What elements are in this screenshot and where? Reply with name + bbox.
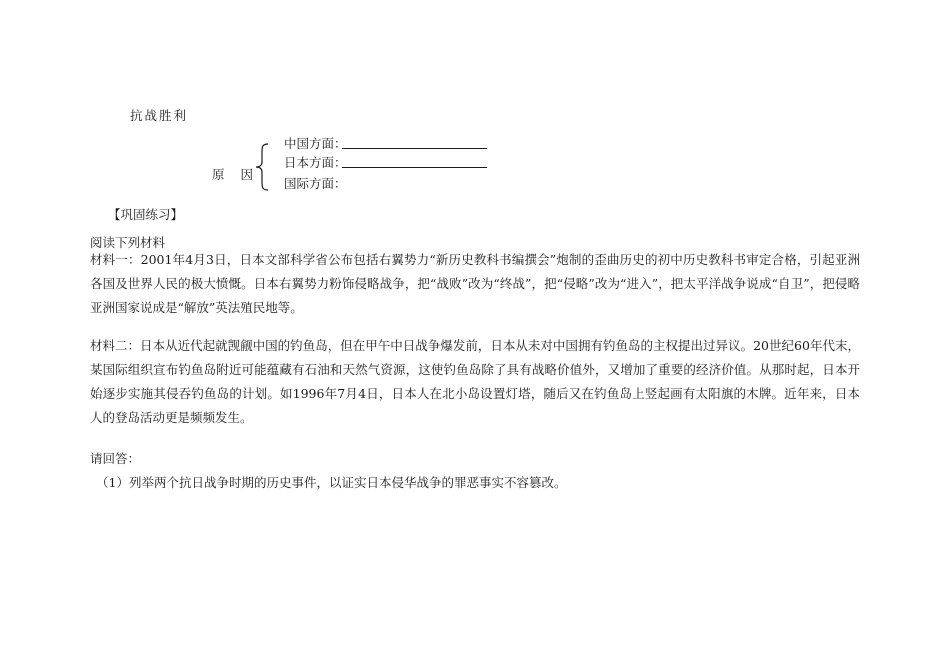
practice-section-title: 【巩固练习】 bbox=[108, 207, 184, 222]
reading-instruction: 阅读下列材料 bbox=[90, 235, 166, 250]
question-one: （1）列举两个抗日战争时期的历史事件，以证实日本侵华战争的罪恶事实不容篡改。 bbox=[96, 475, 567, 490]
japan-aspect-label: 日本方面： bbox=[284, 155, 347, 170]
material-two-paragraph: 材料二：日本从近代起就觊觎中国的钓鱼岛，但在甲午中日战争爆发前，日本从未对中国拥有钓鱼岛的主权提出过异议。20世纪60年代末，某国际组织宣布钓鱼岛附近可能蕴藏有石油和天然气资源，这使钓鱼岛除了具有战略价值外，又增加了重要的经济价值。从那时起，日本开始逐步实施其侵吞钓鱼岛的计划。如1996年7月4日，日本人在北小岛设置灯塔，随后又在钓鱼岛上竖起画有太阳旗的木牌。近年来，日本人的登岛活动更是频频发生。 bbox=[90, 338, 860, 425]
china-aspect-label: 中国方面： bbox=[284, 136, 347, 151]
china-aspect-blank[interactable] bbox=[342, 148, 487, 149]
reasons-label: 原 因 bbox=[212, 167, 259, 182]
international-aspect-label: 国际方面： bbox=[284, 176, 347, 191]
answer-prompt: 请回答： bbox=[90, 451, 141, 466]
curly-brace-icon bbox=[254, 143, 270, 191]
section-heading: 抗战胜利 bbox=[130, 108, 189, 123]
japan-aspect-blank[interactable] bbox=[342, 167, 487, 168]
material-one-paragraph: 材料一：2001年4月3日，日本文部科学省公布包括右翼势力“新历史教科书编撰会”炮制的歪曲历史的初中历史教科书审定合格，引起亚洲各国及世界人民的极大愤慨。日本右翼势力粉饰侵略战争，把“战败”改为“终战”，把“侵略”改为“进入”，把太平洋战争说成“自卫”，把侵略亚洲国家说成是“解放”英法殖民地等。 bbox=[90, 252, 860, 315]
